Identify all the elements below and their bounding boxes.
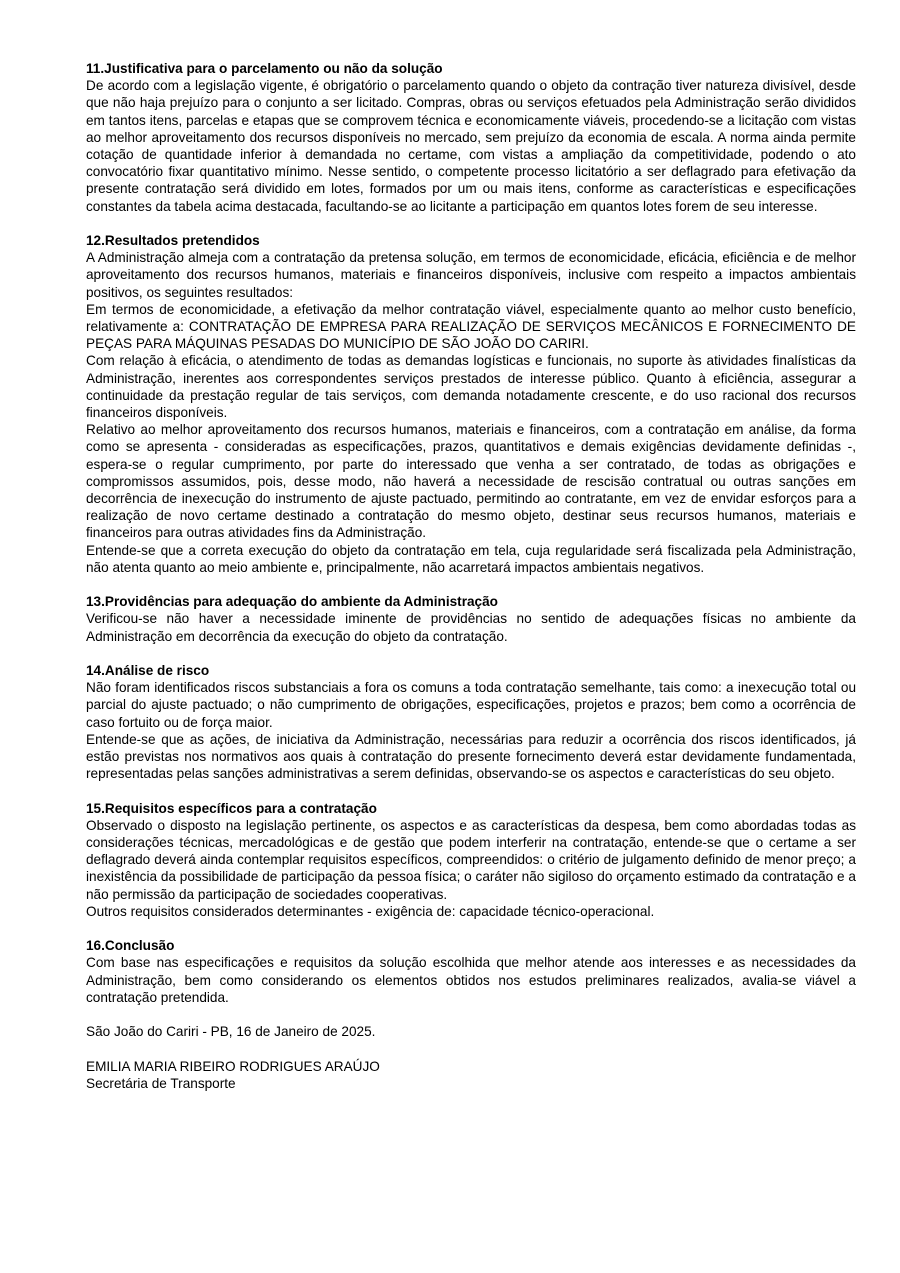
- section-paragraph: Observado o disposto na legislação pertinente, os aspectos e as características da despesa, bem como abordadas todas as considerações técnicas, mercadológicas e de gestão que podem interferir na contratação, entende-se que o certame a ser deflagrado deverá ainda contemplar requisitos específicos, compreendidos: o critério de julgamento definido de menor preço; a inexistência da possibilidade de participação da pessoa física; o caráter não sigiloso do orçamento estimado da contratação e a não permissão da participação de sociedades cooperativas.: [86, 817, 856, 902]
- section-adequacao-ambiente: [86, 593, 856, 645]
- section-heading: 15.Requisitos específicos para a contratação: [86, 800, 377, 816]
- signature-block: [86, 1058, 856, 1092]
- section-heading: 13.Providências para adequação do ambiente da Administração: [86, 594, 498, 610]
- section-analise-risco: [86, 662, 856, 782]
- signatory-role: Secretária de Transporte: [86, 1075, 236, 1091]
- section-paragraph: Entende-se que a correta execução do objeto da contratação em tela, cuja regularidade será fiscalizada pela Administração, não atenta quanto ao meio ambiente e, principalmente, não acarretará impactos ambientais negativos.: [86, 542, 856, 575]
- section-heading: 12.Resultados pretendidos: [86, 233, 260, 249]
- place-and-date: [86, 1023, 856, 1040]
- section-heading: 11.Justificativa para o parcelamento ou não da solução: [86, 61, 443, 76]
- section-paragraph: Entende-se que as ações, de iniciativa da Administração, necessárias para reduzir a ocorrência dos riscos identificados, já estão previstas nos normativos aos quais à contratação do presente fornecimento deverá estar devidamente fundamentada, representadas pelas sanções administrativas a serem definidas, observando-se os aspectos e características do seu objeto.: [86, 731, 856, 782]
- section-paragraph: Com base nas especificações e requisitos da solução escolhida que melhor atende aos interesses e as necessidades da Administração, bem como considerando os elementos obtidos nos estudos preliminares realizados, avalia-se viável a contratação pretendida.: [86, 955, 856, 1005]
- section-paragraph: Não foram identificados riscos substanciais a fora os comuns a toda contratação semelhante, tais como: a inexecução total ou parcial do ajuste pactuado; o não cumprimento de obrigações, especificações, projetos e prazos; bem como a ocorrência de caso fortuito ou de força maior.: [86, 680, 856, 730]
- section-paragraph: Com relação à eficácia, o atendimento de todas as demandas logísticas e funcionais, no suporte às atividades finalísticas da Administração, inerentes aos correspondentes serviços prestados de interesse público. Quanto à eficiência, assegurar a continuidade da prestação regular de tais serviços, com demanda notadamente crescente, e do uso racional dos recursos financeiros disponíveis.: [86, 353, 856, 421]
- section-resultados-pretendidos: [86, 232, 856, 576]
- section-paragraph: De acordo com a legislação vigente, é obrigatório o parcelamento quando o objeto da contração tiver natureza divisível, desde que não haja prejuízo para o conjunto a ser licitado. Compras, obras ou serviços efetuados pela Administração serão divididos em tantos itens, parcelas e etapas que se comprovem técnica e economicamente viáveis, procedendo-se a licitação com vistas ao melhor aproveitamento dos recursos disponíveis no mercado, sem prejuízo da economia de escala. A norma ainda permite cotação de quantidade inferior à demandada no certame, com vistas a ampliação da competitividade, podendo o ato convocatório fixar quantitativo mínimo. Nesse sentido, o competente processo licitatório a ser deflagrado para efetivação da presente contratação será dividido em lotes, formados por um ou mais itens, conforme as características e especificações constantes da tabela acima destacada, facultando-se ao licitante a participação em quantos lotes forem de seu interesse.: [86, 78, 856, 214]
- place-date-text: São João do Cariri - PB, 16 de Janeiro de 2025.: [86, 1024, 376, 1040]
- document-page: [86, 60, 856, 1092]
- section-heading: 14.Análise de risco: [86, 663, 210, 679]
- section-parcelamento: [86, 60, 856, 215]
- section-paragraph: Outros requisitos considerados determinantes - exigência de: capacidade técnico-operacional.: [86, 903, 655, 919]
- section-requisitos-especificos: [86, 800, 856, 920]
- section-paragraph: A Administração almeja com a contratação da pretensa solução, em termos de economicidade, eficácia, eficiência e de melhor aproveitamento dos recursos humanos, materiais e financeiros disponíveis, inclusive com respeito a impactos ambientais positivos, os seguintes resultados:: [86, 250, 856, 300]
- section-heading: 16.Conclusão: [86, 938, 175, 954]
- section-conclusao: [86, 937, 856, 1006]
- section-paragraph: Em termos de economicidade, a efetivação da melhor contratação viável, especialmente quanto ao melhor custo benefício, relativamente a: CONTRATAÇÃO DE EMPRESA PARA REALIZAÇÃO DE SERVIÇOS MECÂNICOS E FORNECIMENTO DE PEÇAS PARA MÁQUINAS PESADAS DO MUNICÍPIO DE SÃO JOÃO DO CARIRI.: [86, 301, 856, 352]
- signatory-name: EMILIA MARIA RIBEIRO RODRIGUES ARAÚJO: [86, 1058, 380, 1074]
- section-paragraph: Relativo ao melhor aproveitamento dos recursos humanos, materiais e financeiros, com a contratação em análise, da forma como se apresenta - consideradas as especificações, prazos, quantitativos e demais exigências devidamente definidas -, espera-se o regular cumprimento, por parte do interessado que venha a ser contratado, de todas as obrigações e compromissos assumidos, pois, desse modo, não haverá a necessidade de rescisão contratual ou outras sanções em decorrência de inexecução do instrumento de ajuste pactuado, permitindo ao contratante, em vez de envidar esforços para a realização de novo certame destinado a contratação do mesmo objeto, destinar seus recursos humanos, materiais e financeiros para outras atividades fins da Administração.: [86, 422, 856, 541]
- section-paragraph: Verificou-se não haver a necessidade iminente de providências no sentido de adequações físicas no ambiente da Administração em decorrência da execução do objeto da contratação.: [86, 611, 856, 644]
